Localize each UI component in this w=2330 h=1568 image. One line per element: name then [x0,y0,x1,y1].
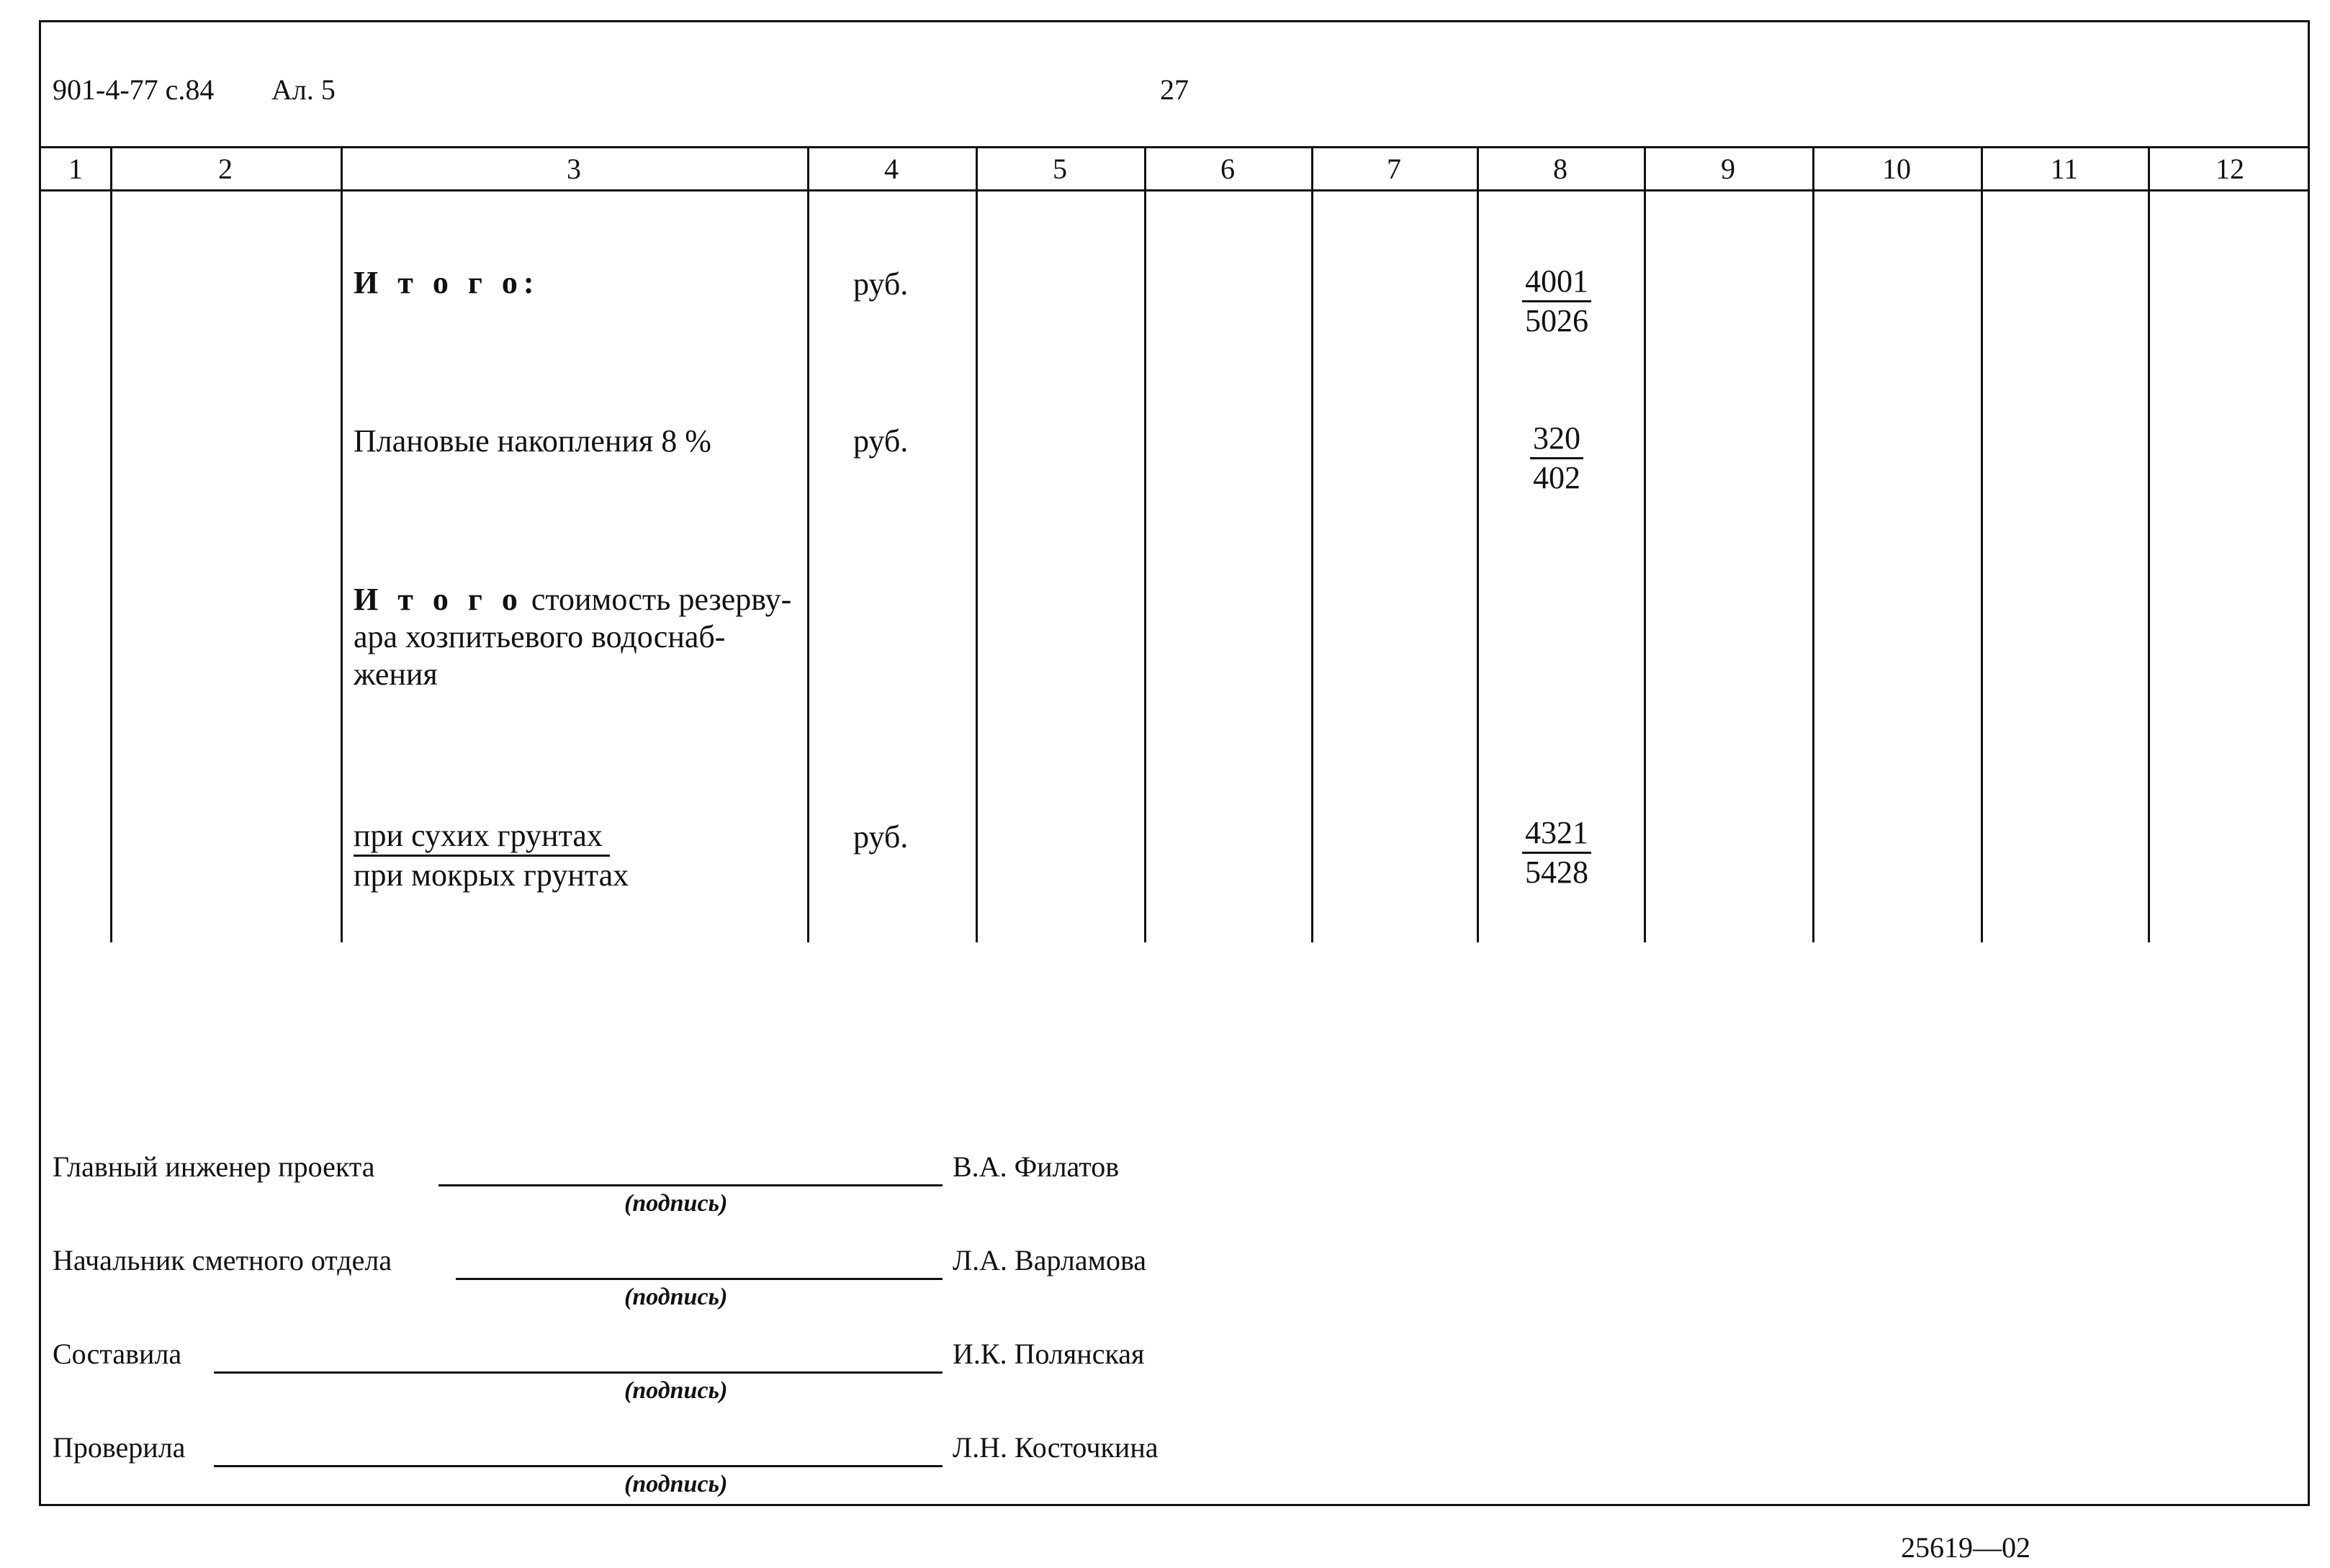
fraction-numerator: 4321 [1522,814,1591,854]
footer-code: 25619—02 [1901,1531,2030,1564]
row-unit: руб. [853,819,909,855]
column-divider [110,146,112,942]
row-label-rest: стоимость резерву- [523,582,792,617]
signature-name: Л.А. Варламова [953,1244,1147,1276]
column-number: 12 [2216,153,2244,185]
column-number: 11 [2050,153,2079,185]
signature-caption: (подпись) [624,1377,728,1404]
column-number: 1 [68,153,83,185]
row-value-fraction [1510,420,1603,497]
sheet-label: Ал. 5 [271,73,336,106]
fraction-numerator: 320 [1530,420,1583,459]
row-value-fraction [1510,814,1603,891]
column-number: 9 [1721,153,1735,185]
column-number: 3 [567,153,581,185]
row-label-emphasis: И т о г о: [354,265,540,300]
fraction-numerator: 4001 [1522,263,1591,302]
row-label [354,817,629,894]
signature-line [456,1252,943,1280]
column-number: 4 [884,153,899,185]
row-unit: руб. [853,423,909,459]
row-label-line: при сухих грунтах [354,817,610,857]
column-number: 5 [1053,153,1067,185]
signature-caption: (подпись) [624,1471,728,1497]
column-divider [1812,146,1814,942]
column-divider [976,146,978,942]
row-label-line: при мокрых грунтах [354,857,629,893]
signature-caption: (подпись) [624,1284,728,1310]
column-number: 8 [1553,153,1567,185]
row-label-emphasis: И т о г о [354,582,523,617]
row-label [354,264,539,302]
fraction-denominator: 402 [1533,460,1580,495]
signature-name: В.А. Филатов [953,1150,1120,1183]
row-label: Плановые накопления 8 % [354,423,711,459]
document-frame [39,20,2310,1506]
column-number-divider [41,189,2308,192]
signature-role: Главный инженер проекта [53,1150,375,1183]
signature-name: И.К. Полянская [953,1338,1145,1370]
column-divider [1477,146,1479,942]
signature-role: Составила [53,1338,182,1370]
row-unit: руб. [853,266,909,302]
doc-code: 901-4-77 с.84 [53,73,215,106]
signature-line [214,1346,943,1374]
signature-caption: (подпись) [624,1190,728,1217]
signature-role: Начальник сметного отдела [53,1244,392,1276]
row-label [354,581,800,693]
column-number: 7 [1387,153,1401,185]
column-number: 2 [218,153,233,185]
signature-name: Л.Н. Косточкина [953,1431,1159,1464]
column-number: 10 [1882,153,1911,185]
signature-role: Проверила [53,1431,186,1464]
column-divider [807,146,809,942]
row-label-line: жения [354,657,438,692]
fraction-denominator: 5428 [1525,855,1588,890]
column-divider [1311,146,1313,942]
signature-line [214,1439,943,1467]
header-divider [41,146,2308,148]
column-number: 6 [1220,153,1235,185]
column-divider [1644,146,1646,942]
column-divider [341,146,343,942]
signature-line [438,1158,943,1186]
column-divider [1144,146,1146,942]
column-divider [1981,146,1983,942]
page-number: 27 [1160,73,1189,106]
row-label-line: ара хозпитьевого водоснаб- [354,619,726,654]
column-divider [2148,146,2150,942]
row-value-fraction [1510,263,1603,340]
fraction-denominator: 5026 [1525,303,1588,338]
